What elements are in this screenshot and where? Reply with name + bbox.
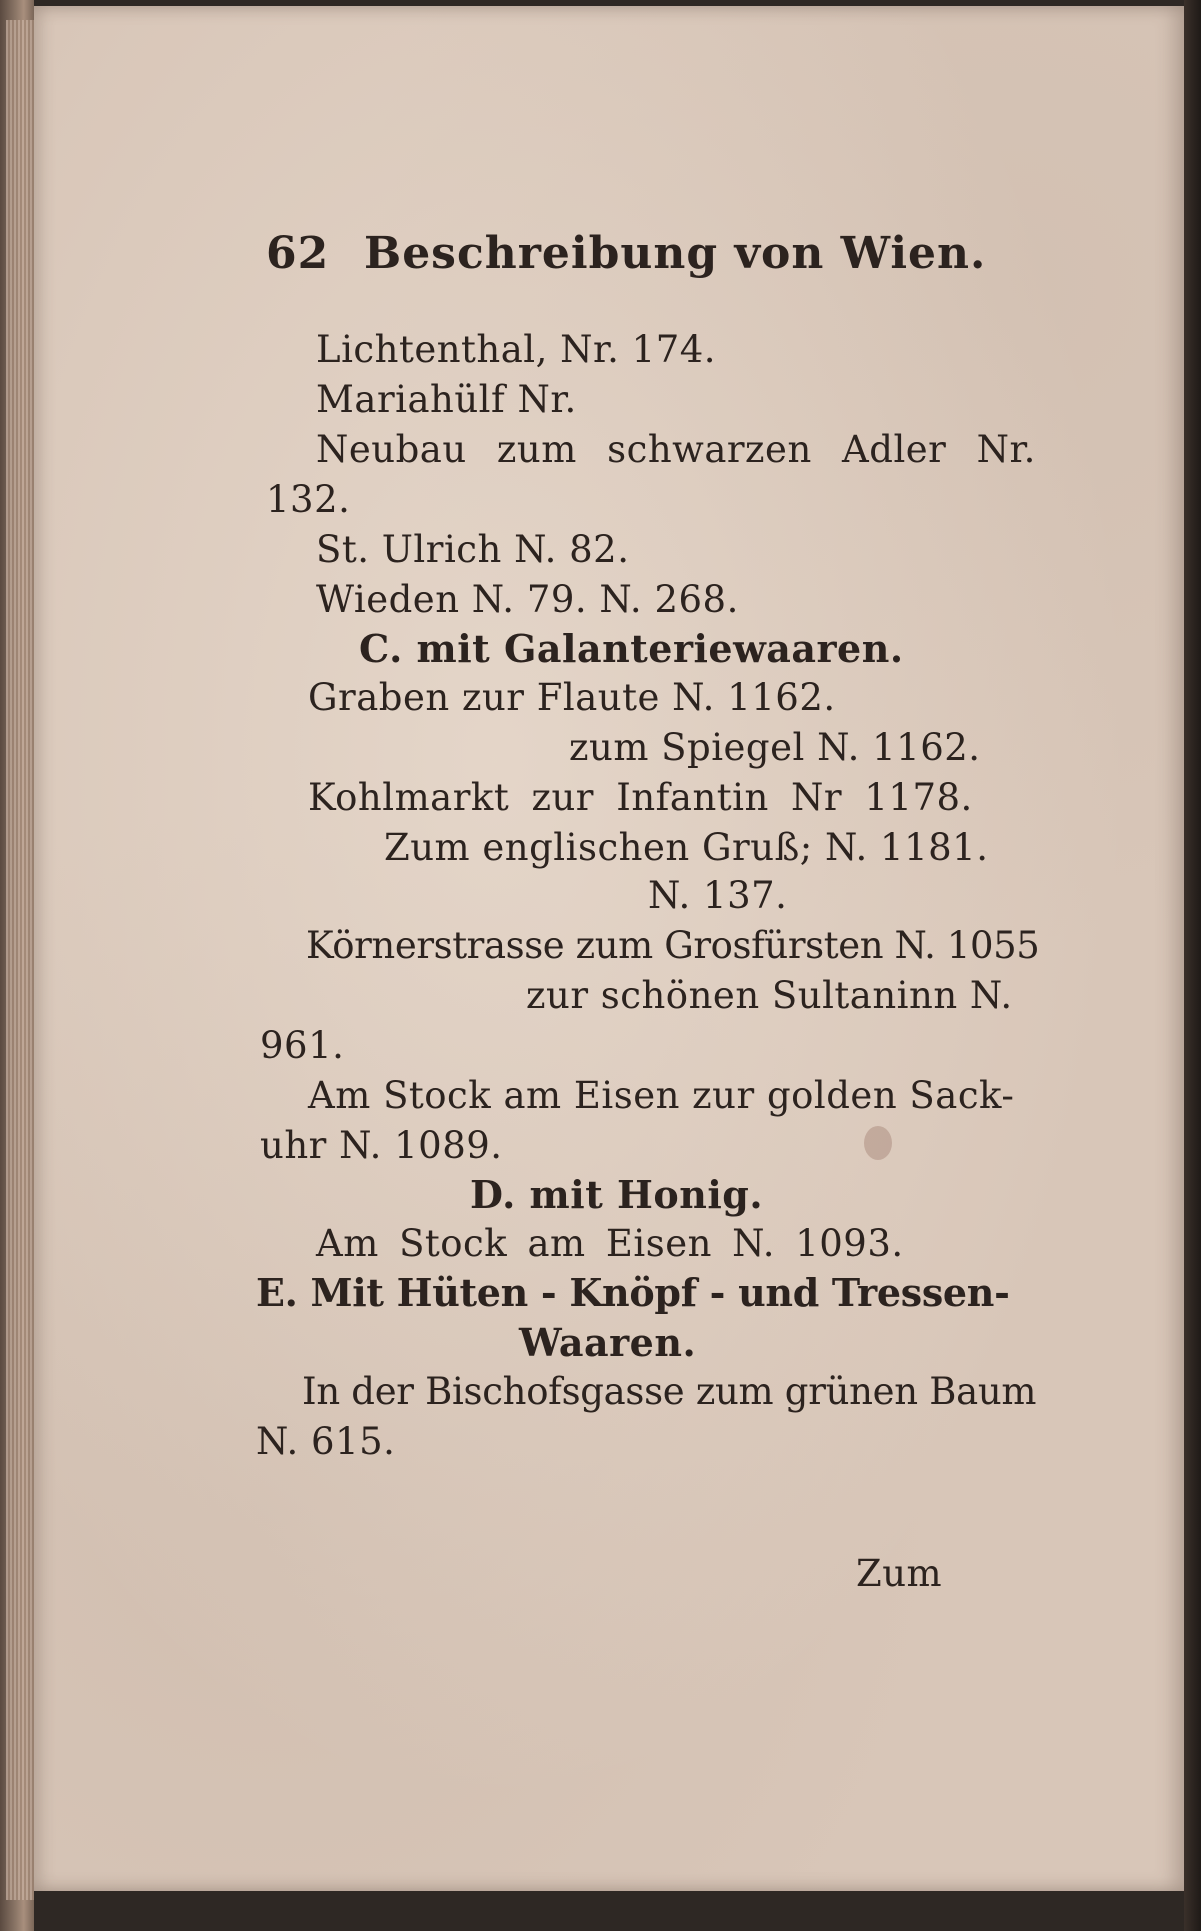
page-right-edge [1184,0,1201,1931]
section-heading: Waaren. [519,1320,697,1365]
text-line: N. 137. [648,874,788,917]
text-line: Wieden N. 79. N. 268. [316,578,739,621]
text-line: Graben zur Flaute N. 1162. [308,676,836,719]
text-line: uhr N. 1089. [260,1124,503,1167]
running-title: Beschreibung von Wien. [364,228,987,279]
text-line: Kohlmarkt zur Infantin Nr 1178. [308,776,973,819]
text-line: Zum englischen Gruß; N. 1181. [384,826,989,869]
text-line: Mariahülf Nr. [316,378,577,421]
section-heading: C. mit Galanteriewaaren. [359,626,904,671]
section-heading: E. Mit Hüten - Knöpf - und Tressen- [256,1270,1010,1315]
section-heading: D. mit Honig. [470,1172,764,1217]
page-edges [6,20,34,1900]
text-line: St. Ulrich N. 82. [316,528,630,571]
text-line: Am Stock am Eisen zur golden Sack- [308,1074,1015,1117]
text-line: In der Bischofsgasse zum grünen Baum [302,1370,1037,1413]
page-number: 62 [266,228,330,279]
text-line: Am Stock am Eisen N. 1093. [316,1222,904,1265]
text-line: Lichtenthal, Nr. 174. [316,328,717,371]
text-line: N. 615. [256,1420,396,1463]
text-line: 132. [266,478,351,521]
text-line: zur schönen Sultaninn N. [526,974,1013,1017]
text-line: Neubau zum schwarzen Adler Nr. [316,428,1036,471]
catchword: Zum [856,1552,943,1595]
text-line: zum Spiegel N. 1162. [569,726,981,769]
text-line: Körnerstrasse zum Grosfürsten N. 1055 [306,924,1040,967]
paper-page [34,6,1184,1891]
ink-stain [864,1126,892,1160]
text-line: 961. [260,1024,345,1067]
